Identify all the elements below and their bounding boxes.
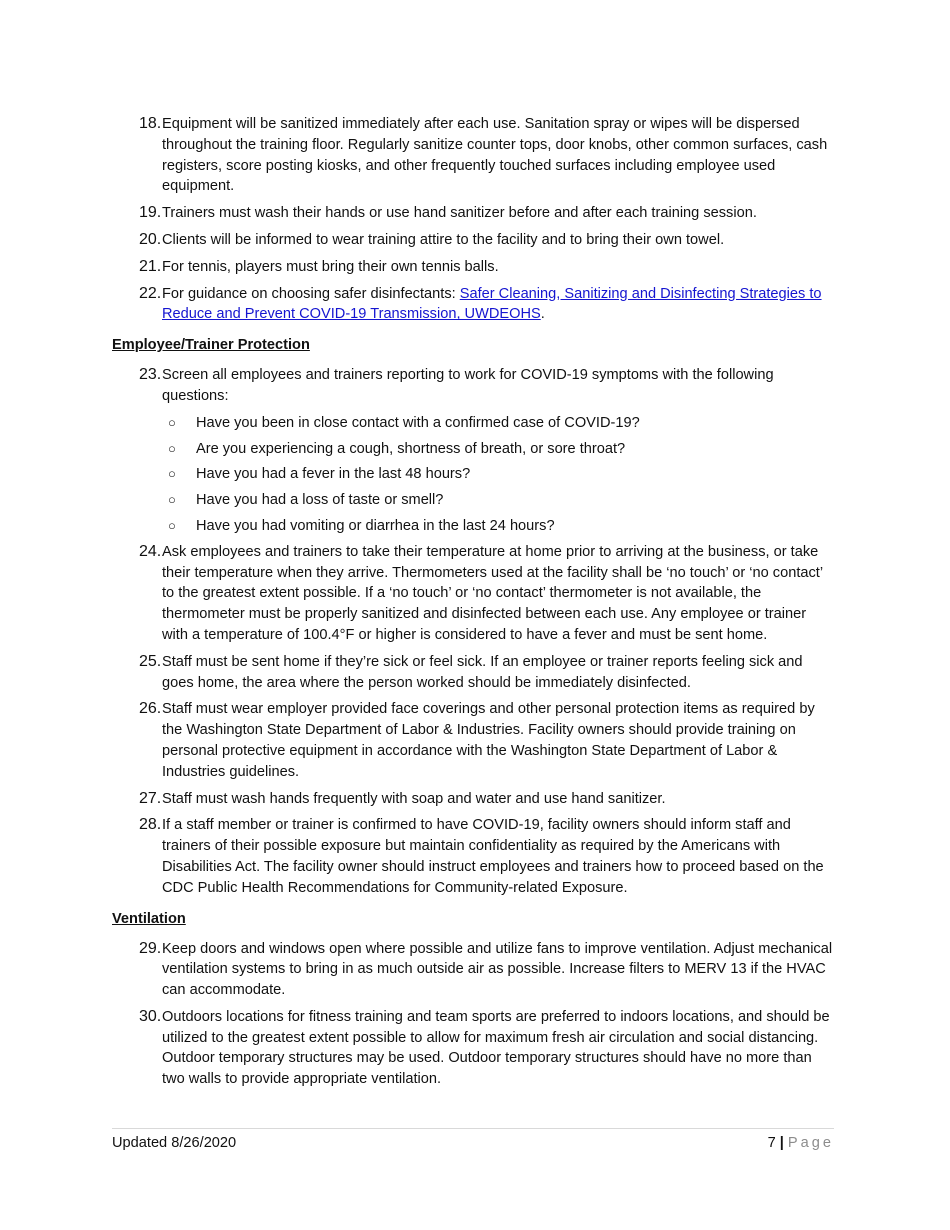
circle-bullet-icon: ○ (168, 492, 176, 508)
item-number: 28. (139, 816, 162, 834)
item-number: 24. (139, 542, 162, 560)
screening-question (168, 413, 834, 434)
item-list-a (112, 114, 834, 278)
item-text: Equipment will be sanitized immediately after each use. Sanitation spray or wipes will be dispersed throughout the training floor. Regularly sanitize counter tops, door knobs, other common surfaces, cash registers, score posting kiosks, and other frequently touched surfaces including employee used equipment. (162, 116, 828, 195)
list-item (112, 652, 834, 694)
list-item (112, 114, 834, 197)
item-number: 22. (139, 284, 162, 302)
item-text: Clients will be informed to wear training attire to the facility and to bring their own towel. (162, 231, 725, 248)
list-item (112, 789, 834, 810)
item-number: 25. (139, 652, 162, 670)
item-text: Screen all employees and trainers reporting to work for COVID-19 symptoms with the following questions: (162, 367, 774, 404)
item-text: Staff must be sent home if they’re sick or feel sick. If an employee or trainer reports feeling sick and goes home, the area where the person worked should be immediately disinfected. (162, 653, 803, 691)
updated-date: Updated 8/26/2020 (112, 1135, 237, 1151)
circle-bullet-icon: ○ (168, 440, 176, 456)
item-text: Outdoors locations for fitness training and team sports are preferred to indoors locations, and should be utilized to the greatest extent possible to allow for maximum fresh air circulation and social distancing. Outdoor temporary structures may be used. Outdoor temporary structures should have no more than two walls to provide appropriate ventilation. (162, 1008, 830, 1088)
disinfectant-guidance-link[interactable]: Safer Cleaning, Sanitizing and Disinfecting Strategies to Reduce and Prevent COVID-19 Transmission, UWDEOHS (162, 285, 822, 323)
item-text: Staff must wear employer provided face coverings and other personal protection items as required by the Washington State Department of Labor & Industries. Facility owners should provide training on personal protective equipment in accordance with the Washington State Department of Labor & Industries guidelines. (162, 701, 815, 780)
list-item (112, 699, 834, 782)
item-number: 27. (139, 789, 162, 807)
circle-bullet-icon: ○ (168, 414, 176, 430)
item-text: Ask employees and trainers to take their temperature at home prior to arriving at the business, or take their temperature when they arrive. Thermometers used at the facility shall be ‘no touch’ or ‘no contact’ to the greatest extent possible. If a ‘no touch’ or ‘no contact’ thermometer is not available, the thermometer must be properly sanitized and disinfected between each use. Any employee or trainer with a temperature of 100.4°F or higher is considered to have a fever and must be sent home. (162, 543, 823, 643)
list-item (112, 939, 834, 1001)
question-text: Have you had a fever in the last 48 hours? (196, 466, 471, 483)
list-item (112, 542, 834, 646)
list-item (112, 257, 834, 278)
page-content (112, 114, 834, 1096)
screening-question (168, 490, 834, 511)
section-heading-ventilation: Ventilation (112, 910, 186, 927)
question-text: Are you experiencing a cough, shortness of breath, or sore throat? (196, 440, 626, 457)
screening-question (168, 516, 834, 537)
item-number: 20. (139, 230, 162, 248)
item-number: 30. (139, 1007, 162, 1025)
section-heading-employee-protection: Employee/Trainer Protection (112, 337, 310, 354)
question-text: Have you had a loss of taste or smell? (196, 492, 444, 509)
list-item-23 (112, 365, 834, 407)
circle-bullet-icon: ○ (168, 517, 176, 533)
screening-question (168, 464, 834, 485)
item-list-c (112, 939, 834, 1091)
item-number: 29. (139, 939, 162, 957)
item-number: 21. (139, 257, 162, 275)
item-list-b (112, 542, 834, 899)
screening-question (168, 439, 834, 460)
item-text: Staff must wash hands frequently with soap and water and use hand sanitizer. (162, 790, 666, 807)
list-item (112, 815, 834, 898)
page-number: 7 | Page (767, 1135, 834, 1151)
item-text: Keep doors and windows open where possible and utilize fans to improve ventilation. Adjust mechanical ventilation systems to bring in as much outside air as possible. Increase filters to MERV 13 if the HVAC can accommodate. (162, 940, 833, 999)
page-footer (112, 1128, 834, 1151)
item-number: 19. (139, 204, 162, 222)
item-text: For tennis, players must bring their own tennis balls. (162, 258, 499, 275)
item-number: 18. (139, 115, 162, 132)
question-text: Have you been in close contact with a confirmed case of COVID-19? (196, 414, 640, 431)
item-number: 23. (139, 366, 162, 384)
screening-questions (112, 413, 834, 537)
circle-bullet-icon: ○ (168, 466, 176, 482)
question-text: Have you had vomiting or diarrhea in the last 24 hours? (196, 517, 555, 534)
list-item (112, 1007, 834, 1090)
item-text: Trainers must wash their hands or use hand sanitizer before and after each training session. (162, 205, 757, 222)
item-text: For guidance on choosing safer disinfectants: (162, 285, 460, 302)
list-item (112, 230, 834, 251)
list-item (112, 203, 834, 224)
item-number: 26. (139, 700, 162, 718)
list-item-22: 22. For guidance on choosing safer disinfectants: Safer Cleaning, Sanitizing and Disinfecting Strategies to Reduce and Prevent COVID-19 Transmission, UWDEOHS. (112, 284, 834, 326)
item-text: If a staff member or trainer is confirmed to have COVID-19, facility owners should inform staff and trainers of their possible exposure but maintain confidentiality as required by the Americans with Disabilities Act. The facility owner should instruct employees and trainers how to proceed based on the CDC Public Health Recommendations for Community-related Exposure. (162, 817, 824, 896)
